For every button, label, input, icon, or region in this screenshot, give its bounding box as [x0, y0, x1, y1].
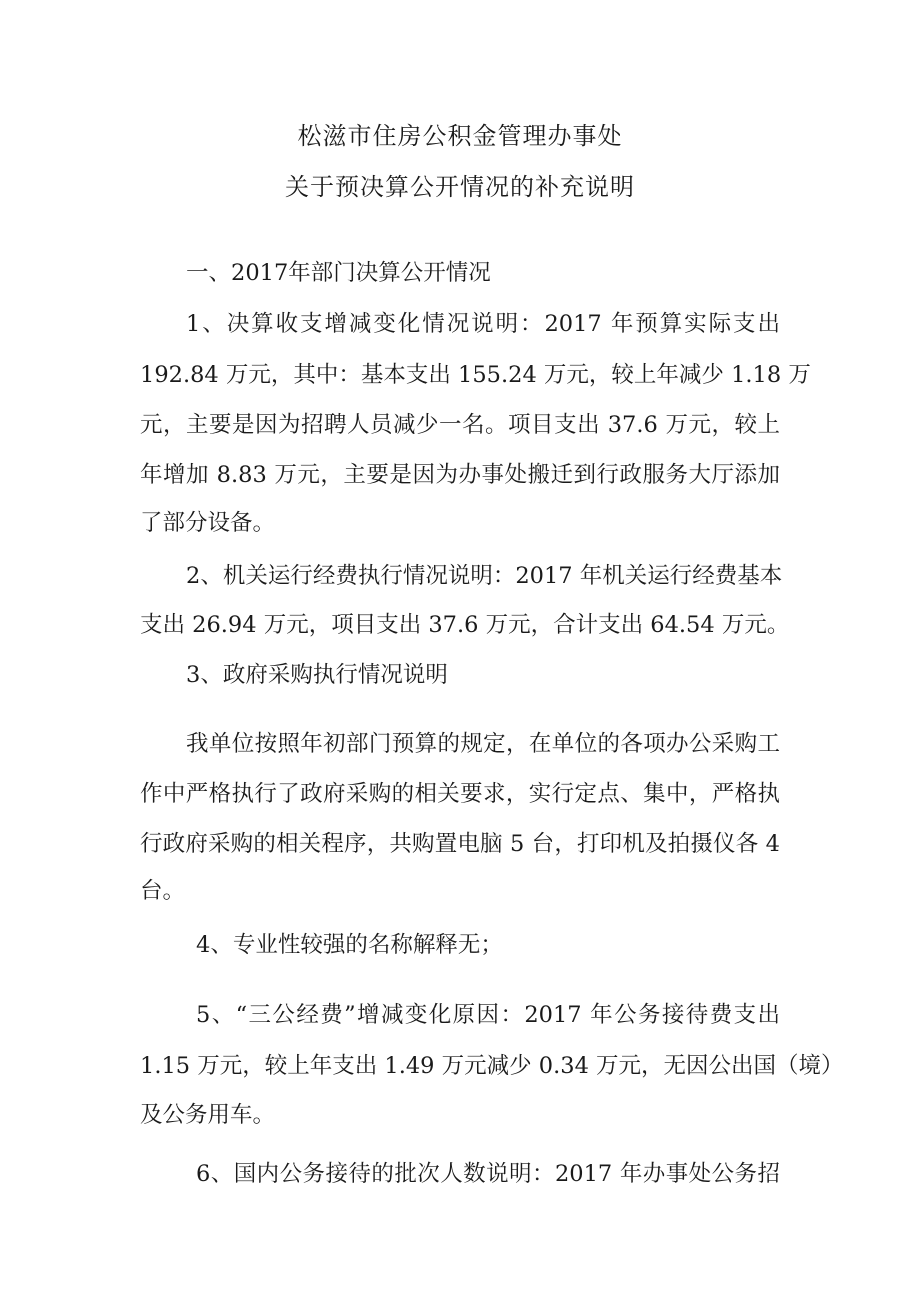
item3-line3: 行政府采购的相关程序，共购置电脑 5 台，打印机及拍摄仪各 4: [140, 831, 780, 857]
item5-line3: 及公务用车。: [140, 1102, 276, 1128]
document-title-line2: 关于预决算公开情况的补充说明: [285, 173, 635, 201]
item1-line2: 192.84 万元，其中：基本支出 155.24 万元，较上年减少 1.18 万: [140, 362, 811, 388]
item1-line1: 1、决算收支增减变化情况说明：2017 年预算实际支出: [186, 311, 780, 337]
item1-line3: 元，主要是因为招聘人员减少一名。项目支出 37.6 万元，较上: [140, 412, 780, 438]
item3-heading: 3、政府采购执行情况说明: [186, 662, 448, 688]
item5-line2: 1.15 万元，较上年支出 1.49 万元减少 0.34 万元，无因公出国（境）: [140, 1053, 844, 1079]
item3-line2: 作中严格执行了政府采购的相关要求，实行定点、集中，严格执: [140, 781, 780, 807]
item2-line2: 支出 26.94 万元，项目支出 37.6 万元，合计支出 64.54 万元。: [140, 612, 790, 638]
item6-line1: 6、国内公务接待的批次人数说明：2017 年办事处公务招: [196, 1161, 780, 1187]
item1-line4: 年增加 8.83 万元，主要是因为办事处搬迁到行政服务大厅添加: [140, 462, 780, 488]
item2-line1: 2、机关运行经费执行情况说明：2017 年机关运行经费基本: [186, 563, 783, 589]
item3-line4: 台。: [140, 878, 186, 904]
item1-line5: 了部分设备。: [140, 510, 276, 536]
section1-heading: 一、2017年部门决算公开情况: [186, 260, 491, 286]
item3-line1: 我单位按照年初部门预算的规定，在单位的各项办公采购工: [186, 731, 780, 757]
item5-line1: 5、“三公经费”增减变化原因：2017 年公务接待费支出: [196, 1002, 780, 1028]
document-title-line1: 松滋市住房公积金管理办事处: [297, 122, 623, 150]
item4-line1: 4、专业性较强的名称解释无；: [196, 932, 503, 958]
